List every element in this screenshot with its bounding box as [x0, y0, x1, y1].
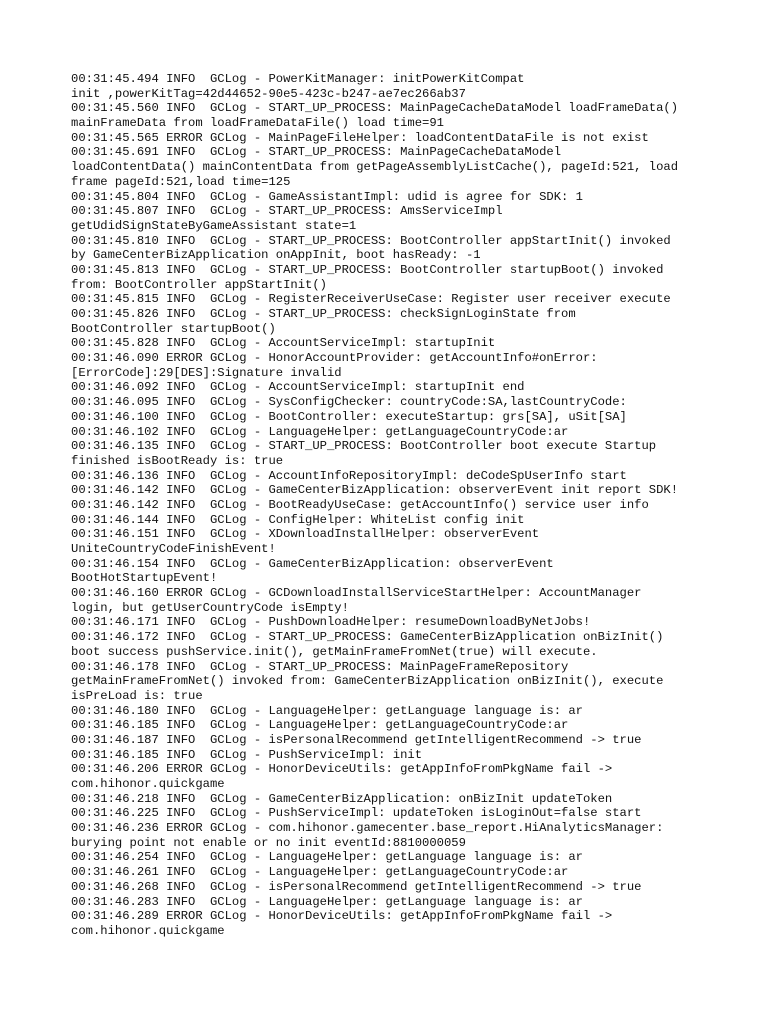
log-line: 00:31:46.171 INFO GCLog - PushDownloadHelper: resumeDownloadByNetJobs!: [71, 615, 591, 630]
log-line: 00:31:46.254 INFO GCLog - LanguageHelper: getLanguage language is: ar: [71, 850, 583, 865]
log-line: 00:31:46.218 INFO GCLog - GameCenterBizApplication: onBizInit updateToken: [71, 791, 613, 806]
log-line: finished isBootReady is: true: [71, 453, 284, 468]
log-line: UniteCountryCodeFinishEvent!: [71, 542, 276, 556]
log-line: 00:31:46.268 INFO GCLog - isPersonalRecommend getIntelligentRecommend -> true: [71, 879, 642, 894]
log-line: 00:31:46.185 INFO GCLog - PushServiceImpl: init: [71, 747, 423, 762]
log-line: 00:31:46.187 INFO GCLog - isPersonalRecommend getIntelligentRecommend -> true: [71, 732, 642, 747]
log-line: 00:31:46.225 INFO GCLog - PushServiceImpl: updateToken isLoginOut=false start: [71, 806, 642, 821]
log-line: [ErrorCode]:29[DES]:Signature invalid: [71, 365, 342, 380]
log-line: 00:31:46.100 INFO GCLog - BootController: executeStartup: grs[SA], uSit[SA]: [71, 409, 627, 424]
log-line: BootHotStartupEvent!: [71, 571, 218, 586]
log-line: 00:31:46.142 INFO GCLog - GameCenterBizApplication: observerEvent init report SDK!: [71, 483, 679, 498]
log-line: BootController startupBoot(): [71, 321, 276, 336]
log-line: getUdidSignStateByGameAssistant state=1: [71, 218, 357, 233]
log-line: 00:31:46.102 INFO GCLog - LanguageHelper: getLanguageCountryCode:ar: [71, 424, 569, 439]
log-line: 00:31:45.828 INFO GCLog - AccountServiceImpl: startupInit: [71, 336, 496, 351]
log-line: 00:31:46.136 INFO GCLog - AccountInfoRepositoryImpl: deCodeSpUserInfo start: [71, 468, 627, 483]
log-line: 00:31:46.142 INFO GCLog - BootReadyUseCase: getAccountInfo() service user info: [71, 497, 649, 512]
log-line: from: BootController appStartInit(): [71, 277, 327, 292]
log-line: 00:31:46.151 INFO GCLog - XDownloadInstallHelper: observerEvent: [71, 527, 540, 542]
log-line: 00:31:46.154 INFO GCLog - GameCenterBizApplication: observerEvent: [71, 556, 554, 571]
log-line: 00:31:46.160 ERROR GCLog - GCDownloadInstallServiceStartHelper: AccountManager: [71, 586, 642, 601]
log-line: login, but getUserCountryCode isEmpty!: [71, 600, 349, 615]
log-line: 00:31:45.804 INFO GCLog - GameAssistantImpl: udid is agree for SDK: 1: [71, 189, 583, 204]
log-line: 00:31:46.289 ERROR GCLog - HonorDeviceUtils: getAppInfoFromPkgName fail ->: [71, 909, 613, 924]
log-line: 00:31:45.807 INFO GCLog - START_UP_PROCESS: AmsServiceImpl: [71, 204, 503, 219]
log-line: boot success pushService.init(), getMainFrameFromNet(true) will execute.: [71, 644, 598, 659]
log-line: mainFrameData from loadFrameDataFile() load time=91: [71, 116, 444, 131]
log-line: 00:31:45.813 INFO GCLog - START_UP_PROCESS: BootController startupBoot() invoked: [71, 262, 664, 277]
log-line: 00:31:46.090 ERROR GCLog - HonorAccountProvider: getAccountInfo#onError:: [71, 351, 598, 366]
log-line: 00:31:46.283 INFO GCLog - LanguageHelper: getLanguage language is: ar: [71, 894, 583, 909]
log-line: 00:31:46.178 INFO GCLog - START_UP_PROCESS: MainPageFrameRepository: [71, 659, 569, 674]
log-line: isPreLoad is: true: [71, 688, 203, 703]
log-text-block: [71, 72, 711, 939]
log-line: 00:31:45.494 INFO GCLog - PowerKitManager: initPowerKitCompat: [71, 72, 525, 86]
log-line: loadContentData() mainContentData from getPageAssemblyListCache(), pageId:521, load: [71, 160, 679, 175]
log-line: by GameCenterBizApplication onAppInit, boot hasReady: -1: [71, 248, 481, 263]
log-line: 00:31:45.565 ERROR GCLog - MainPageFileHelper: loadContentDataFile is not exist: [71, 130, 649, 145]
log-line: 00:31:45.560 INFO GCLog - START_UP_PROCESS: MainPageCacheDataModel loadFrameData(): [71, 101, 679, 116]
log-line: 00:31:46.172 INFO GCLog - START_UP_PROCESS: GameCenterBizApplication onBizInit(): [71, 630, 664, 645]
log-line: com.hihonor.quickgame: [71, 777, 225, 791]
log-line: 00:31:46.095 INFO GCLog - SysConfigChecker: countryCode:SA,lastCountryCode:: [71, 395, 627, 410]
log-line: com.hihonor.quickgame: [71, 923, 225, 938]
log-line: 00:31:46.236 ERROR GCLog - com.hihonor.gamecenter.base_report.HiAnalyticsManager:: [71, 821, 664, 836]
log-line: frame pageId:521,load time=125: [71, 174, 291, 189]
log-line: 00:31:46.144 INFO GCLog - ConfigHelper: WhiteList config init: [71, 512, 525, 527]
log-line: 00:31:46.185 INFO GCLog - LanguageHelper: getLanguageCountryCode:ar: [71, 718, 569, 733]
log-line: 00:31:46.206 ERROR GCLog - HonorDeviceUtils: getAppInfoFromPkgName fail ->: [71, 762, 613, 777]
log-line: 00:31:46.180 INFO GCLog - LanguageHelper: getLanguage language is: ar: [71, 703, 583, 718]
log-line: 00:31:45.826 INFO GCLog - START_UP_PROCESS: checkSignLoginState from: [71, 307, 576, 321]
log-line: 00:31:46.092 INFO GCLog - AccountServiceImpl: startupInit end: [71, 380, 525, 395]
log-line: burying point not enable or no init eventId:8810000059: [71, 835, 466, 850]
log-line: getMainFrameFromNet() invoked from: GameCenterBizApplication onBizInit(), execute: [71, 674, 664, 689]
log-line: 00:31:45.691 INFO GCLog - START_UP_PROCESS: MainPageCacheDataModel: [71, 145, 562, 160]
log-line: 00:31:46.135 INFO GCLog - START_UP_PROCESS: BootController boot execute Startup: [71, 439, 657, 454]
log-line: 00:31:45.815 INFO GCLog - RegisterReceiverUseCase: Register user receiver execute: [71, 292, 671, 307]
log-line: 00:31:45.810 INFO GCLog - START_UP_PROCESS: BootController appStartInit() invoked: [71, 233, 671, 248]
log-line: 00:31:46.261 INFO GCLog - LanguageHelper: getLanguageCountryCode:ar: [71, 865, 569, 880]
log-line: init ,powerKitTag=42d44652-90e5-423c-b247-ae7ec266ab37: [71, 86, 466, 101]
